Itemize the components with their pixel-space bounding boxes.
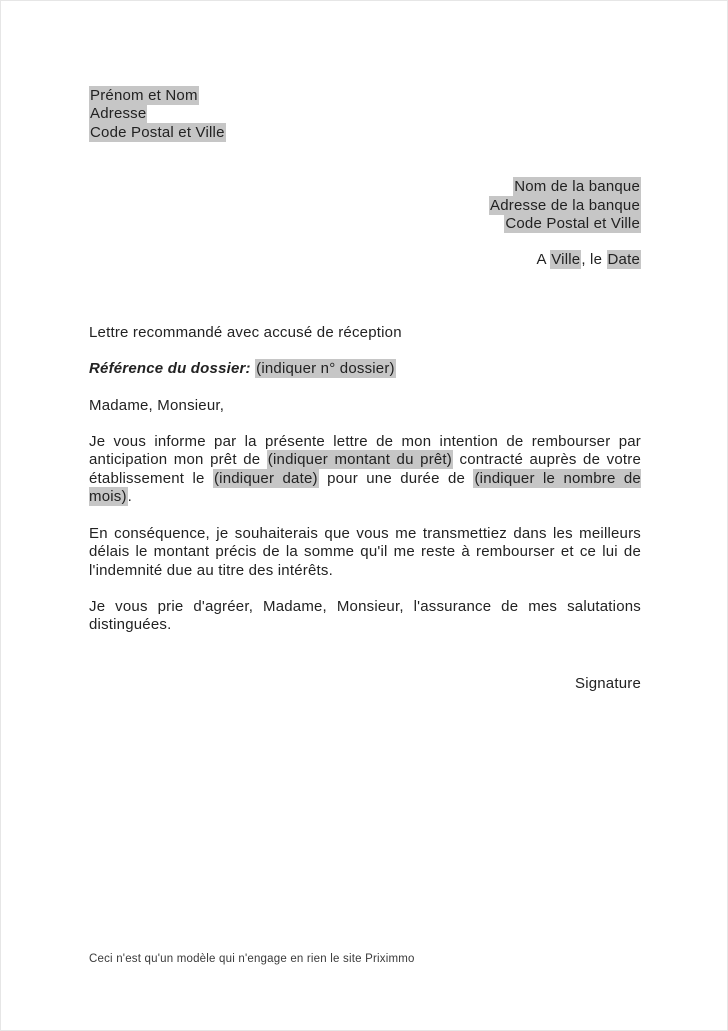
recipient-line xyxy=(89,178,641,196)
sender-line xyxy=(89,105,641,123)
recipient-block xyxy=(89,178,641,233)
reference-label: Référence du dossier: xyxy=(89,360,251,378)
paragraph-text: contracté auprès de votre établissement le xyxy=(89,451,641,487)
date-placeholder: Date xyxy=(607,251,640,269)
body-paragraph-2: En conséquence, je souhaiterais que vous me transmettiez dans les meilleurs délais le montant précis de la somme qu'il me reste à rembourser et ce lui de l'indemnité due au titre des intérêts. xyxy=(89,524,641,579)
body-paragraph-3: Je vous prie d'agréer, Madame, Monsieur, l'assurance de mes salutations distinguées. xyxy=(89,597,641,634)
loan-date-placeholder: (indiquer date) xyxy=(213,469,318,487)
sender-address-placeholder: Adresse xyxy=(90,105,147,123)
recipient-line xyxy=(89,197,641,215)
sender-line xyxy=(89,124,641,142)
bank-city-placeholder: Code Postal et Ville xyxy=(505,215,640,233)
loan-amount-placeholder: (indiquer montant du prêt) xyxy=(267,451,452,469)
sender-name-placeholder: Prénom et Nom xyxy=(90,87,198,104)
salutation: Madame, Monsieur, xyxy=(89,396,225,414)
bank-name-placeholder: Nom de la banque xyxy=(514,178,640,196)
paragraph-text: Je vous informe par la présente lettre de mon intention de rembourser par anticipation mon prêt de xyxy=(89,433,641,469)
subject-line: Lettre recommandé avec accusé de réception xyxy=(89,323,402,341)
bank-address-placeholder: Adresse de la banque xyxy=(490,196,640,214)
sender-city-placeholder: Code Postal et Ville xyxy=(90,123,225,141)
date-line xyxy=(89,251,641,269)
loan-duration-placeholder: (indiquer le nombre de mois) xyxy=(89,469,641,506)
signature-label: Signature xyxy=(574,674,641,692)
city-placeholder: Ville xyxy=(551,251,581,269)
footer-disclaimer: Ceci n'est qu'un modèle qui n'engage en rien le site Priximmo xyxy=(89,953,415,965)
body-paragraph-1 xyxy=(89,433,641,507)
date-separator: , le xyxy=(581,251,607,269)
date-prefix: A xyxy=(536,251,551,269)
reference-placeholder: (indiquer n° dossier) xyxy=(256,360,395,378)
recipient-line xyxy=(89,215,641,233)
reference-line xyxy=(89,360,641,378)
sender-block xyxy=(89,87,641,142)
paragraph-text: . xyxy=(127,488,133,506)
paragraph-text: pour une durée de xyxy=(318,469,474,487)
sender-line xyxy=(89,87,641,105)
